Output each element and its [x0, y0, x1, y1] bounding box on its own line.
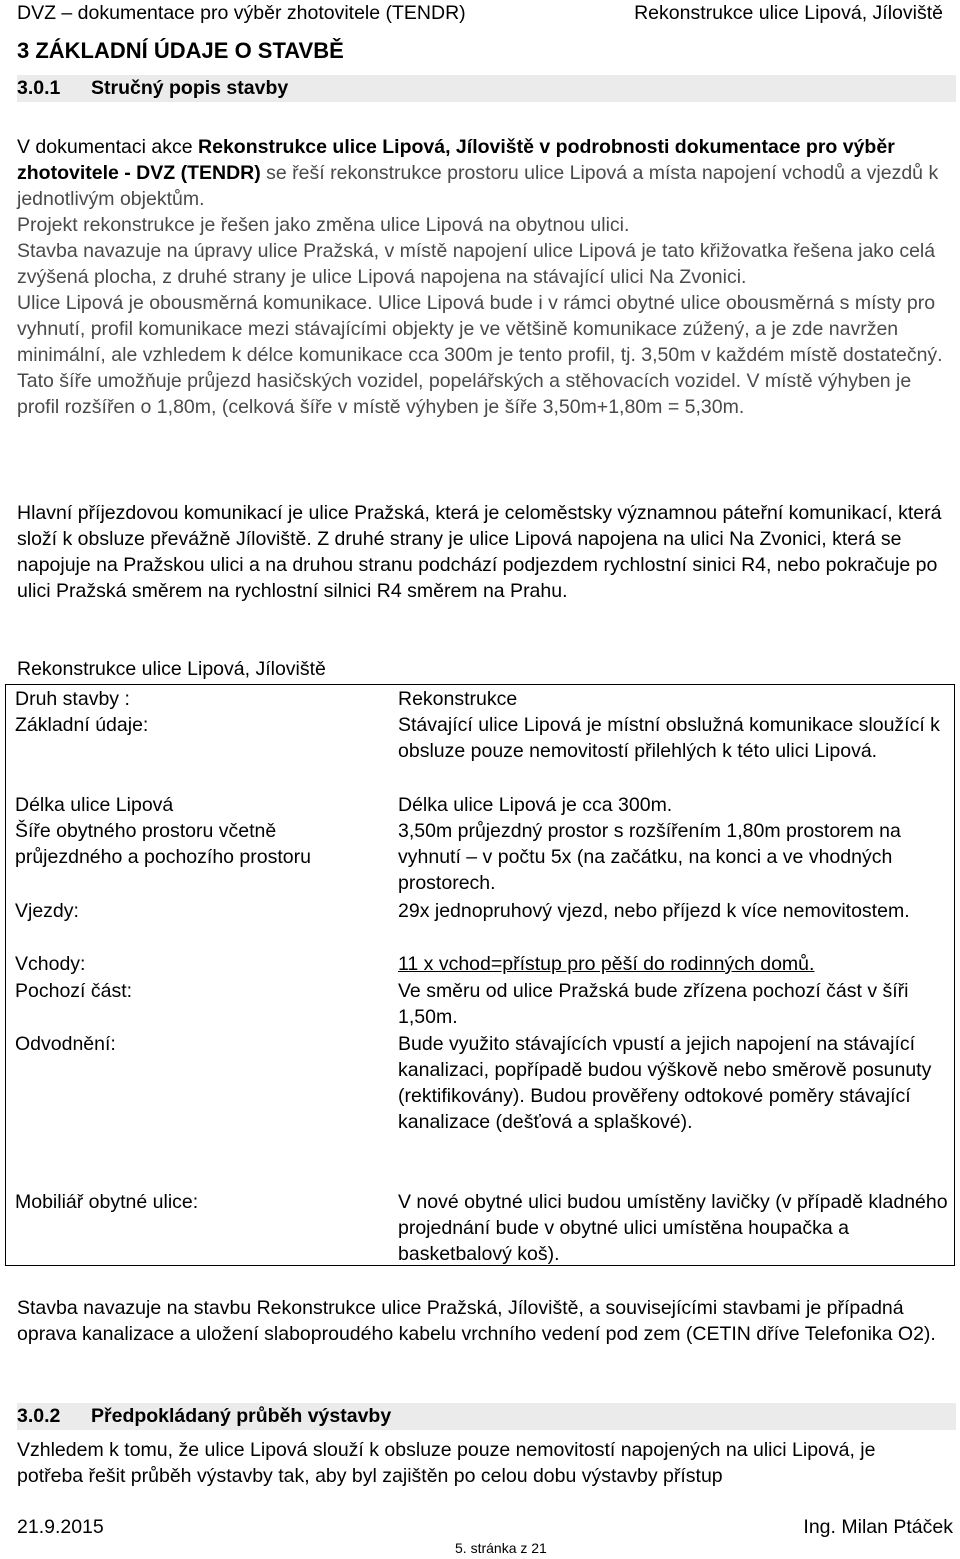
- section-title: Stručný popis stavby: [91, 77, 289, 99]
- section-heading-3-0-2: [17, 1403, 956, 1430]
- section-2-paragraph: Vzhledem k tomu, že ulice Lipová slouží k obsluze pouze nemovitostí napojených na ulici Lipová, je potřeba řešit průběh výstavby tak, aby byl zajištěn po celou dobu výstavby přístup: [17, 1439, 876, 1487]
- intro-paragraph-2: Projekt rekonstrukce je řešen jako změna ulice Lipová na obytnou ulici.: [17, 214, 630, 236]
- table-caption: Rekonstrukce ulice Lipová, Jíloviště: [17, 658, 326, 680]
- access-paragraph: Hlavní příjezdovou komunikací je ulice Pražská, která je celoměstsky významnou páteřní komunikací, která složí k obsluze převážně Jíloviště. Z druhé strany je ulice Lipová napojena na ulici Na Zvonici, která se napojuje na Pražskou ulici a na druhou stranu podchází podjezdem rychlostní sinici R4, nebo pokračuje po ulici Pražská směrem na rychlostní silnici R4 směrem na Prahu.: [17, 502, 942, 602]
- project-name-bold: Rekonstrukce ulice Lipová, Jíloviště v podrobnosti dokumentace pro výběr zhotovitele - DVZ (TENDR): [17, 136, 895, 184]
- page-header: [17, 2, 943, 28]
- row-key: Mobiliář obytné ulice:: [15, 1191, 199, 1213]
- section-title: Předpokládaný průběh výstavby: [91, 1405, 392, 1427]
- row-value: Stávající ulice Lipová je místní obslužná komunikace sloužící k obsluze pouze nemovitostí přilehlých k této ulici Lipová.: [398, 714, 940, 762]
- row-value: Bude využito stávajících vpustí a jejich napojení na stávající kanalizaci, popřípadě budou výškově nebo směrově posunuty (rektifikovány). Budou prověřeny odtokové poměry stávající kanalizace (dešťová a splaškové).: [398, 1033, 932, 1133]
- connection-paragraph: Stavba navazuje na stavbu Rekonstrukce ulice Pražská, Jíloviště, a souvisejícími stavbami je případná oprava kanalizace a uložení slaboproudého kabelu vrchního vedení pod zem (CETIN dříve Telefonika O2).: [17, 1297, 936, 1345]
- intro-paragraph-1: V dokumentaci akce Rekonstrukce ulice Lipová, Jíloviště v podrobnosti dokumentace pro výběr zhotovitele - DVZ (TENDR) se řeší rekonstrukce prostoru ulice Lipová a místa napojení vchodů a vjezdů k jednotlivým objektům.: [17, 136, 939, 210]
- project-summary-table: [5, 684, 955, 1266]
- row-key: Pochozí část:: [15, 980, 133, 1002]
- row-value: 11 x vchod=přístup pro pěší do rodinných domů.: [398, 953, 815, 975]
- row-key: Délka ulice Lipová: [15, 794, 174, 816]
- row-value: 3,50m průjezdný prostor s rozšířením 1,80m prostorem na vyhnutí – v počtu 5x (na začátku, na konci a ve vhodných prostorech.: [398, 820, 901, 894]
- row-value: 29x jednopruhový vjezd, nebo příjezd k více nemovitostem.: [398, 900, 910, 922]
- chapter-title: 3 ZÁKLADNÍ ÚDAJE O STAVBĚ: [17, 38, 344, 63]
- row-value: Rekonstrukce: [398, 688, 518, 710]
- section-number: 3.0.1: [17, 77, 61, 99]
- section-number: 3.0.2: [17, 1405, 61, 1427]
- row-value: Délka ulice Lipová je cca 300m.: [398, 794, 673, 816]
- intro-paragraph-4: Ulice Lipová je obousměrná komunikace. Ulice Lipová bude i v rámci obytné ulice obousměrná s místy pro vyhnutí, profil komunikace mezi stávajícími objekty je ve většině komunikace zúžený, a je zde navržen minimální, ale vzhledem k délce komunikace cca 300m je tento profil, tj. 3,50m v každém místě dostatečný. Tato šíře umožňuje průjezd hasičských vozidel, popelářských a stěhovacích vozidel. V místě výhyben je profil rozšířen o 1,80m, (celková šíře v místě výhyben je šíře 3,50m+1,80m = 5,30m.: [17, 292, 943, 418]
- intro-paragraph-3: Stavba navazuje na úpravy ulice Pražská, v místě napojení ulice Lipová je tato křižovatka řešena jako celá zvýšená plocha, z druhé strany je ulice Lipová napojena na stávající ulici Na Zvonici.: [17, 240, 936, 288]
- row-value: V nové obytné ulici budou umístěny lavičky (v případě kladného projednání bude v obytné ulici umístěna houpačka a basketbalový koš).: [398, 1191, 948, 1265]
- row-key: Vjezdy:: [15, 900, 79, 922]
- section-heading-3-0-1: [17, 75, 956, 102]
- page-number: 5. stránka z 21: [455, 1540, 547, 1556]
- page-footer: [17, 1516, 953, 1556]
- footer-date: 21.9.2015: [17, 1516, 104, 1538]
- row-key: Odvodnění:: [15, 1033, 116, 1055]
- row-key: Šíře obytného prostoru včetně průjezdného a pochozího prostoru: [15, 820, 311, 868]
- intro-block: [17, 134, 946, 420]
- header-document-type: DVZ – dokumentace pro výběr zhotovitele (TENDR): [17, 2, 466, 24]
- header-project-name: Rekonstrukce ulice Lipová, Jíloviště: [634, 2, 943, 24]
- row-key: Vchody:: [15, 953, 86, 975]
- footer-author: Ing. Milan Ptáček: [803, 1516, 953, 1538]
- row-key: Základní údaje:: [15, 714, 149, 736]
- row-key: Druh stavby :: [15, 688, 130, 710]
- row-value: Ve směru od ulice Pražská bude zřízena pochozí část v šíři 1,50m.: [398, 980, 909, 1028]
